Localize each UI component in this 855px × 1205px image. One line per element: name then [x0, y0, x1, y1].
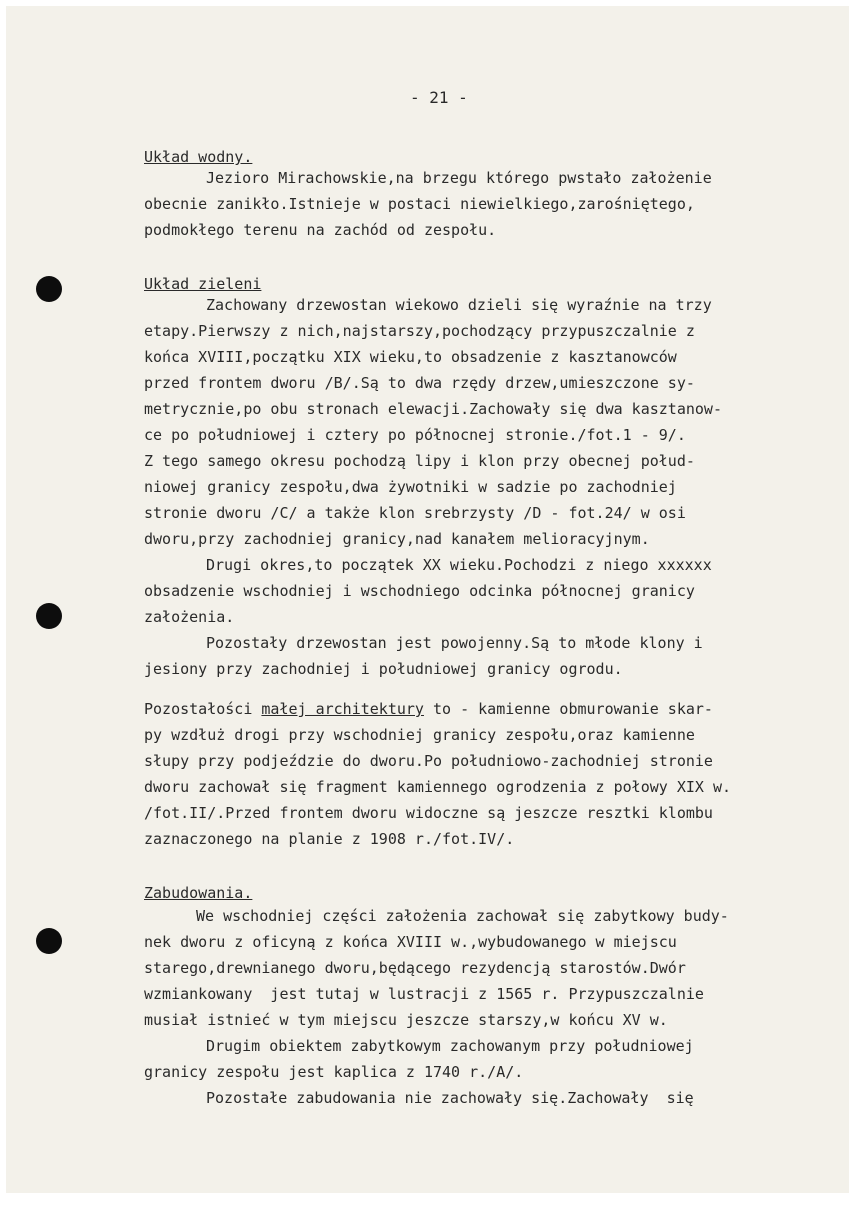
underlined-term: małej architektury: [261, 700, 424, 718]
text-line: Z tego samego okresu pochodzą lipy i klon przy obecnej połud-: [144, 452, 695, 470]
text-line: granicy zespołu jest kaplica z 1740 r./A/.: [144, 1063, 524, 1081]
punch-hole: [36, 276, 62, 302]
text-line: niowej granicy zespołu,dwa żywotniki w sadzie po zachodniej: [144, 478, 677, 496]
text-line: Pozostały drzewostan jest powojenny.Są to młode klony i: [206, 634, 703, 652]
text-line: Pozostałe zabudowania nie zachowały się.Zachowały się: [206, 1089, 694, 1107]
text-line: We wschodniej części założenia zachował się zabytkowy budy-: [196, 907, 729, 925]
text-line: obsadzenie wschodniej i wschodniego odcinka północnej granicy: [144, 582, 695, 600]
text-line: starego,drewnianego dworu,będącego rezydencją starostów.Dwór: [144, 959, 686, 977]
text-line: wzmiankowany jest tutaj w lustracji z 1565 r. Przypuszczalnie: [144, 985, 704, 1003]
text-line: słupy przy podjeździe do dworu.Po południowo-zachodniej stronie: [144, 752, 713, 770]
text-line: Drugim obiektem zabytkowym zachowanym przy południowej: [206, 1037, 694, 1055]
document-page: [6, 6, 849, 1193]
section-heading: Zabudowania.: [144, 884, 253, 902]
text-line: jesiony przy zachodniej i południowej granicy ogrodu.: [144, 660, 623, 678]
text-line: zaznaczonego na planie z 1908 r./fot.IV/.: [144, 830, 515, 848]
punch-hole: [36, 603, 62, 629]
text-line: nek dworu z oficyną z końca XVIII w.,wybudowanego w miejscu: [144, 933, 677, 951]
text-line: /fot.II/.Przed frontem dworu widoczne są jeszcze resztki klombu: [144, 804, 713, 822]
text-line: końca XVIII,początku XIX wieku,to obsadzenie z kasztanowców: [144, 348, 677, 366]
text-line: Drugi okres,to początek XX wieku.Pochodzi z niego xxxxxx: [206, 556, 712, 574]
text-line-first: [144, 700, 713, 718]
text-line: dworu,przy zachodniej granicy,nad kanałem melioracyjnym.: [144, 530, 650, 548]
text-line: ce po południowej i cztery po północnej stronie./fot.1 - 9/.: [144, 426, 686, 444]
text-line: etapy.Pierwszy z nich,najstarszy,pochodzący przypuszczalnie z: [144, 322, 695, 340]
page-number: - 21 -: [410, 88, 468, 107]
text-line: podmokłego terenu na zachód od zespołu.: [144, 221, 497, 239]
text-line: Jezioro Mirachowskie,na brzegu którego pwstało założenie: [206, 169, 712, 187]
text-line: dworu zachował się fragment kamiennego ogrodzenia z połowy XIX w.: [144, 778, 731, 796]
section-heading: Układ zieleni: [144, 275, 262, 293]
section-heading: Układ wodny.: [144, 148, 253, 166]
text-line: musiał istnieć w tym miejscu jeszcze starszy,w końcu XV w.: [144, 1011, 668, 1029]
text-line: założenia.: [144, 608, 235, 626]
text-line: py wzdłuż drogi przy wschodniej granicy zespołu,oraz kamienne: [144, 726, 695, 744]
text-line: obecnie zanikło.Istnieje w postaci niewielkiego,zarośniętego,: [144, 195, 695, 213]
text-suffix: to - kamienne obmurowanie skar-: [423, 700, 713, 718]
punch-hole: [36, 928, 62, 954]
text-line: Zachowany drzewostan wiekowo dzieli się wyraźnie na trzy: [206, 296, 712, 314]
text-line: stronie dworu /C/ a także klon srebrzysty /D - fot.24/ w osi: [144, 504, 686, 522]
text-prefix: Pozostałości: [144, 700, 253, 718]
text-line: przed frontem dworu /B/.Są to dwa rzędy drzew,umieszczone sy-: [144, 374, 695, 392]
text-line: metrycznie,po obu stronach elewacji.Zachowały się dwa kasztanow-: [144, 400, 722, 418]
